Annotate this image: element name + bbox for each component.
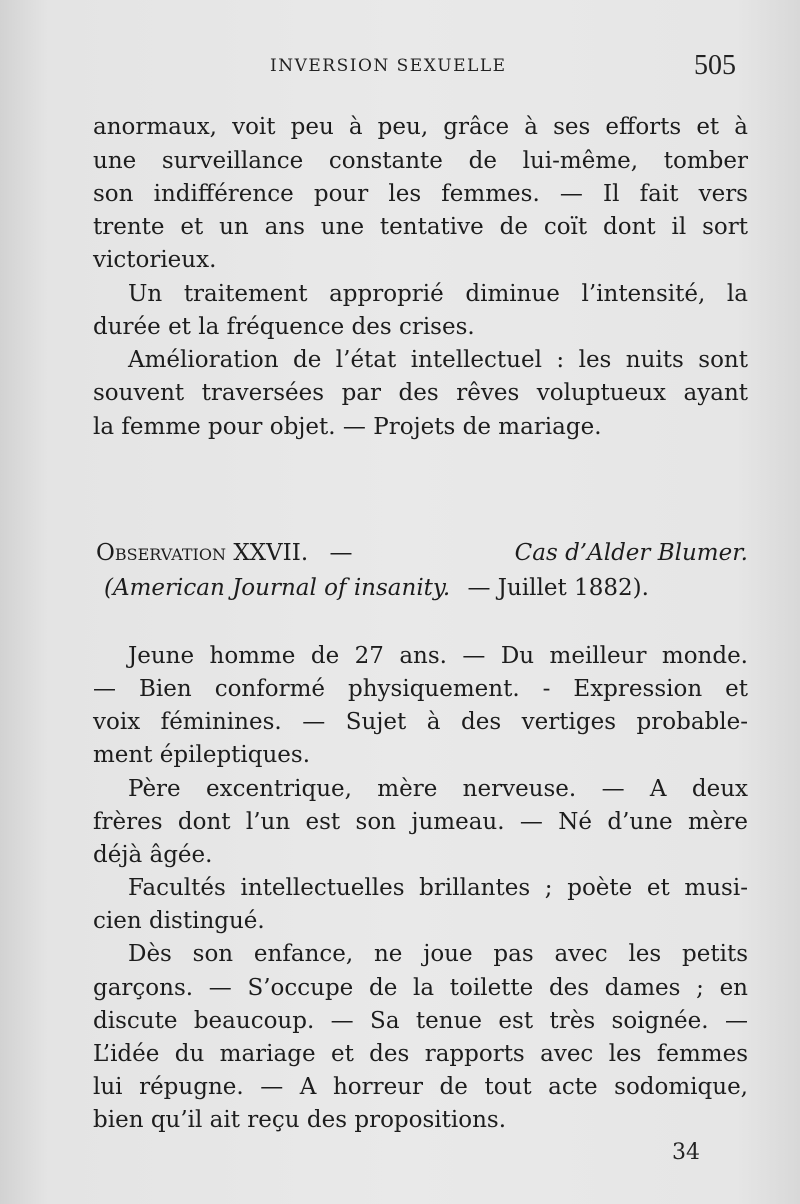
text-line: anormaux, voit peu à peu, grâce à ses efforts et à [93,114,748,140]
running-title: INVERSION SEXUELLE [270,56,507,76]
text-line: cien distingué. [93,908,265,934]
text-line: lui répugne. — A horreur de tout acte sodomique, [93,1074,748,1100]
text-line: trente et un ans une tentative de coït dont il sort [93,214,748,240]
text-line: une surveillance constante de lui-même, tomber [93,148,748,174]
source-paren: ( [104,575,113,601]
journal-title: American Journal of insanity. [112,575,451,601]
text-line: Amélioration de l’état intellectuel : les nuits sont [128,347,748,373]
text-line: Facultés intellectuelles brillantes ; poète et musi- [128,875,748,901]
page-number: 505 [694,50,736,81]
text-line: Un traitement approprié diminue l’intensité, la [128,281,748,307]
text-line: la femme pour objet. — Projets de mariage. [93,414,602,440]
text-line: ment épileptiques. [93,742,311,768]
text-line: Père excentrique, mère nerveuse. — A deux [128,776,748,802]
text-line: déjà âgée. [93,842,213,868]
text-line: victorieux. [93,247,217,273]
text-line: son indifférence pour les femmes. — Il fait vers [93,181,748,207]
text-line: durée et la fréquence des crises. [93,314,475,340]
signature-mark: 34 [672,1140,700,1165]
text-line: souvent traversées par des rêves voluptueux ayant [93,380,748,406]
text-line: voix féminines. — Sujet à des vertiges probable- [93,709,748,735]
observation-source [104,572,649,604]
text-line: Jeune homme de 27 ans. — Du meilleur monde. [128,643,748,669]
text-line: discute beaucoup. — Sa tenue est très soignée. — [93,1008,748,1034]
text-line: garçons. — S’occupe de la toilette des dames ; en [93,975,748,1001]
text-line: Dès son enfance, ne joue pas avec les petits [128,941,748,967]
observation-case: Cas d’Alder Blumer. [514,540,748,566]
observation-dash: — [329,540,353,566]
observation-heading [96,537,748,569]
text-line: bien qu’il ait reçu des propositions. [93,1107,507,1133]
text-line: L’idée du mariage et des rapports avec les femmes [93,1041,748,1067]
text-line: — Bien conformé physiquement. - Expression et [93,676,748,702]
text-line: frères dont l’un est son jumeau. — Né d’une mère [93,809,748,835]
observation-label: Observation [96,540,226,566]
observation-number: XXVII. [233,540,309,566]
source-date: — Juillet 1882). [467,575,649,601]
